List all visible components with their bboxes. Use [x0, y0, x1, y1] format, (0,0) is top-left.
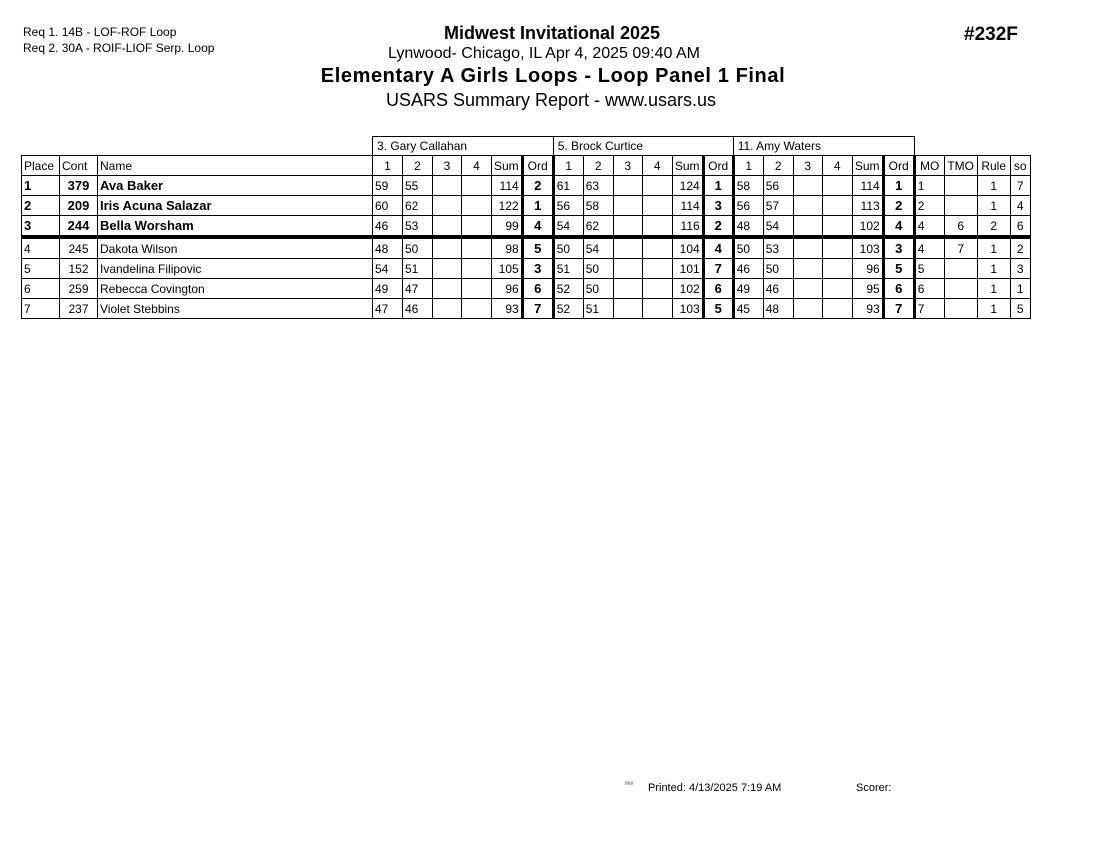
score-cell: [462, 279, 492, 299]
header-cont: Cont: [60, 156, 98, 176]
score-cell: [613, 279, 642, 299]
ordinal-cell: 6: [883, 279, 914, 299]
score-cell: 56: [763, 176, 793, 196]
event-title: Elementary A Girls Loops - Loop Panel 1 Final: [320, 65, 786, 87]
place-cell: 2: [22, 196, 60, 216]
header-tmo: TMO: [944, 156, 977, 176]
name-cell: Rebecca Covington: [98, 279, 373, 299]
score-cell: [642, 259, 672, 279]
report-title: USARS Summary Report - www.usars.us: [385, 90, 717, 110]
score-cell: [462, 176, 492, 196]
so-cell: 7: [1010, 176, 1030, 196]
scorer-label: Scorer:: [856, 782, 892, 794]
score-cell: 50: [763, 259, 793, 279]
score-cell: [433, 216, 462, 238]
table-row: [22, 196, 1031, 216]
table-row: [22, 216, 1031, 238]
sum-cell: 114: [852, 176, 883, 196]
score-cell: [433, 176, 462, 196]
score-cell: [793, 279, 822, 299]
requirement-1: Req 1. 14B - LOF-ROF Loop: [23, 25, 177, 39]
score-cell: 50: [553, 237, 583, 259]
ordinal-cell: 5: [703, 299, 733, 319]
header-sum: Sum: [852, 156, 883, 176]
sum-cell: 99: [492, 216, 523, 238]
score-cell: [433, 259, 462, 279]
rule-cell: 1: [977, 237, 1010, 259]
rule-cell: 1: [977, 259, 1010, 279]
score-cell: 57: [763, 196, 793, 216]
score-cell: 62: [403, 196, 433, 216]
requirement-2: Req 2. 30A - ROIF-LIOF Serp. Loop: [23, 41, 215, 55]
score-cell: 61: [553, 176, 583, 196]
judge-header-row: [22, 137, 1031, 156]
ordinal-cell: 1: [883, 176, 914, 196]
score-cell: [462, 259, 492, 279]
score-cell: [822, 196, 852, 216]
score-cell: 50: [403, 237, 433, 259]
header-sum: Sum: [672, 156, 703, 176]
ordinal-cell: 2: [522, 176, 553, 196]
sum-cell: 104: [672, 237, 703, 259]
sum-cell: 116: [672, 216, 703, 238]
ordinal-cell: 3: [883, 237, 914, 259]
ordinal-cell: 1: [522, 196, 553, 216]
tmo-cell: 6: [944, 216, 977, 238]
score-cell: [793, 259, 822, 279]
name-cell: Iris Acuna Salazar: [98, 196, 373, 216]
score-cell: [822, 279, 852, 299]
sum-cell: 114: [672, 196, 703, 216]
score-cell: [793, 237, 822, 259]
so-cell: 3: [1010, 259, 1030, 279]
ordinal-cell: 4: [703, 237, 733, 259]
score-cell: [433, 196, 462, 216]
header-name: Name: [98, 156, 373, 176]
so-cell: 5: [1010, 299, 1030, 319]
table-row: [22, 299, 1031, 319]
cont-cell: 237: [60, 299, 98, 319]
score-cell: [793, 299, 822, 319]
ordinal-cell: 7: [703, 259, 733, 279]
ordinal-cell: 3: [703, 196, 733, 216]
sum-cell: 98: [492, 237, 523, 259]
sum-cell: 124: [672, 176, 703, 196]
name-cell: Violet Stebbins: [98, 299, 373, 319]
score-cell: [822, 237, 852, 259]
score-cell: 56: [733, 196, 763, 216]
ordinal-cell: 2: [883, 196, 914, 216]
tmo-cell: [944, 176, 977, 196]
rule-cell: 1: [977, 196, 1010, 216]
score-cell: 46: [763, 279, 793, 299]
score-cell: [642, 176, 672, 196]
mo-cell: 2: [914, 196, 944, 216]
score-cell: 52: [553, 299, 583, 319]
judge-2-name: 5. Brock Curtice: [553, 137, 733, 156]
sum-cell: 101: [672, 259, 703, 279]
rule-cell: 1: [977, 299, 1010, 319]
ordinal-cell: 6: [522, 279, 553, 299]
mo-cell: 7: [914, 299, 944, 319]
sum-cell: 105: [492, 259, 523, 279]
score-cell: 56: [553, 196, 583, 216]
score-cell: [642, 196, 672, 216]
header-score-3: 3: [793, 156, 822, 176]
mo-cell: 6: [914, 279, 944, 299]
score-cell: [613, 237, 642, 259]
place-cell: 7: [22, 299, 60, 319]
name-cell: Ivandelina Filipovic: [98, 259, 373, 279]
rule-cell: 1: [977, 176, 1010, 196]
score-cell: 46: [373, 216, 403, 238]
score-cell: 47: [373, 299, 403, 319]
ordinal-cell: 2: [703, 216, 733, 238]
score-cell: [613, 216, 642, 238]
header-score-2: 2: [583, 156, 613, 176]
score-cell: [793, 176, 822, 196]
score-cell: [613, 299, 642, 319]
ordinal-cell: 4: [883, 216, 914, 238]
score-cell: [462, 237, 492, 259]
tmo-cell: [944, 299, 977, 319]
score-cell: [613, 176, 642, 196]
header-rule: Rule: [977, 156, 1010, 176]
rule-cell: 2: [977, 216, 1010, 238]
so-cell: 2: [1010, 237, 1030, 259]
sum-cell: 96: [492, 279, 523, 299]
tmo-cell: 7: [944, 237, 977, 259]
cont-cell: 152: [60, 259, 98, 279]
ordinal-cell: 7: [522, 299, 553, 319]
score-cell: 45: [733, 299, 763, 319]
ordinal-cell: 6: [703, 279, 733, 299]
printed-timestamp: Printed: 4/13/2025 7:19 AM: [648, 782, 782, 794]
header-score-4: 4: [642, 156, 672, 176]
ordinal-cell: 7: [883, 299, 914, 319]
place-cell: 5: [22, 259, 60, 279]
mo-cell: 5: [914, 259, 944, 279]
score-cell: 51: [583, 299, 613, 319]
sum-cell: 103: [672, 299, 703, 319]
score-cell: [462, 196, 492, 216]
score-cell: 58: [733, 176, 763, 196]
ordinal-cell: 5: [522, 237, 553, 259]
footer-mark: ²³¹²: [625, 782, 633, 788]
header-score-1: 1: [373, 156, 403, 176]
place-cell: 1: [22, 176, 60, 196]
score-cell: 46: [733, 259, 763, 279]
cont-cell: 259: [60, 279, 98, 299]
tmo-cell: [944, 196, 977, 216]
ordinal-cell: 5: [883, 259, 914, 279]
competition-location: Lynwood- Chicago, IL Apr 4, 2025 09:40 AM: [388, 45, 700, 62]
score-cell: [793, 196, 822, 216]
ordinal-cell: 1: [703, 176, 733, 196]
score-cell: [822, 259, 852, 279]
so-cell: 6: [1010, 216, 1030, 238]
header-score-1: 1: [553, 156, 583, 176]
score-cell: [793, 216, 822, 238]
score-cell: 50: [583, 259, 613, 279]
score-cell: [433, 237, 462, 259]
cont-cell: 244: [60, 216, 98, 238]
sum-cell: 102: [852, 216, 883, 238]
table-row: [22, 259, 1031, 279]
score-cell: [433, 279, 462, 299]
score-cell: [642, 237, 672, 259]
sum-cell: 95: [852, 279, 883, 299]
name-cell: Dakota Wilson: [98, 237, 373, 259]
header-ord: Ord: [522, 156, 553, 176]
score-cell: 55: [403, 176, 433, 196]
so-cell: 1: [1010, 279, 1030, 299]
sum-cell: 122: [492, 196, 523, 216]
header-score-2: 2: [403, 156, 433, 176]
score-cell: 54: [763, 216, 793, 238]
score-cell: 62: [583, 216, 613, 238]
header-place: Place: [22, 156, 60, 176]
score-cell: [642, 279, 672, 299]
cont-cell: 245: [60, 237, 98, 259]
score-cell: [822, 216, 852, 238]
header-mo: MO: [914, 156, 944, 176]
header-ord: Ord: [883, 156, 914, 176]
score-cell: 47: [403, 279, 433, 299]
score-cell: [433, 299, 462, 319]
header-score-2: 2: [763, 156, 793, 176]
score-cell: [462, 299, 492, 319]
place-cell: 3: [22, 216, 60, 238]
judge-1-name: 3. Gary Callahan: [373, 137, 554, 156]
header-ord: Ord: [703, 156, 733, 176]
competition-title: Midwest Invitational 2025: [443, 23, 661, 43]
sum-cell: 102: [672, 279, 703, 299]
table-row: [22, 176, 1031, 196]
column-header-row: [22, 156, 1031, 176]
score-cell: 48: [373, 237, 403, 259]
cont-cell: 379: [60, 176, 98, 196]
header-score-1: 1: [733, 156, 763, 176]
sum-cell: 113: [852, 196, 883, 216]
score-cell: 53: [403, 216, 433, 238]
score-cell: [613, 259, 642, 279]
score-cell: [642, 299, 672, 319]
header-score-3: 3: [613, 156, 642, 176]
event-code: #232F: [964, 24, 1018, 45]
tmo-cell: [944, 259, 977, 279]
place-cell: 4: [22, 237, 60, 259]
score-cell: 59: [373, 176, 403, 196]
header-so: so: [1010, 156, 1030, 176]
score-cell: 54: [553, 216, 583, 238]
sum-cell: 93: [852, 299, 883, 319]
table-row: [22, 279, 1031, 299]
sum-cell: 96: [852, 259, 883, 279]
header-score-4: 4: [822, 156, 852, 176]
score-cell: [613, 196, 642, 216]
score-cell: 50: [583, 279, 613, 299]
so-cell: 4: [1010, 196, 1030, 216]
mo-cell: 4: [914, 237, 944, 259]
name-cell: Bella Worsham: [98, 216, 373, 238]
score-cell: [822, 176, 852, 196]
score-cell: 63: [583, 176, 613, 196]
place-cell: 6: [22, 279, 60, 299]
score-cell: 48: [763, 299, 793, 319]
score-cell: 60: [373, 196, 403, 216]
name-cell: Ava Baker: [98, 176, 373, 196]
sum-cell: 93: [492, 299, 523, 319]
cont-cell: 209: [60, 196, 98, 216]
score-cell: 52: [553, 279, 583, 299]
score-cell: [822, 299, 852, 319]
sum-cell: 114: [492, 176, 523, 196]
ordinal-cell: 3: [522, 259, 553, 279]
score-cell: 51: [403, 259, 433, 279]
score-cell: 49: [733, 279, 763, 299]
score-cell: 54: [583, 237, 613, 259]
tmo-cell: [944, 279, 977, 299]
table-row: [22, 237, 1031, 259]
results-table: [21, 136, 1031, 319]
score-cell: 46: [403, 299, 433, 319]
ordinal-cell: 4: [522, 216, 553, 238]
score-cell: 50: [733, 237, 763, 259]
sum-cell: 103: [852, 237, 883, 259]
score-cell: [642, 216, 672, 238]
judge-3-name: 11. Amy Waters: [733, 137, 914, 156]
score-cell: 53: [763, 237, 793, 259]
header-score-3: 3: [433, 156, 462, 176]
score-cell: 51: [553, 259, 583, 279]
score-cell: [462, 216, 492, 238]
rule-cell: 1: [977, 279, 1010, 299]
mo-cell: 4: [914, 216, 944, 238]
score-cell: 48: [733, 216, 763, 238]
header-sum: Sum: [492, 156, 523, 176]
score-cell: 58: [583, 196, 613, 216]
score-cell: 49: [373, 279, 403, 299]
mo-cell: 1: [914, 176, 944, 196]
header-score-4: 4: [462, 156, 492, 176]
score-cell: 54: [373, 259, 403, 279]
